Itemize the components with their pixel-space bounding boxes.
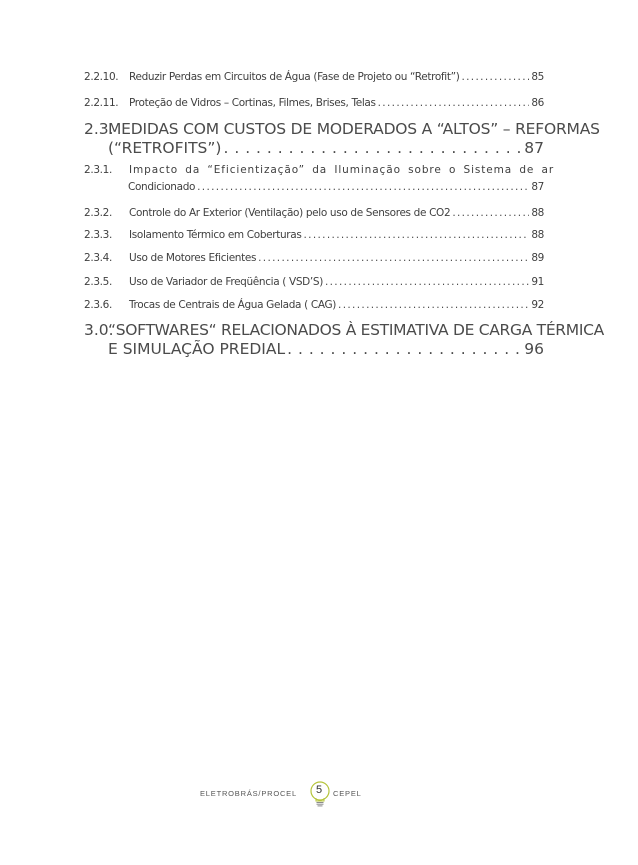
entry-number: 2.3.4.: [84, 252, 112, 264]
toc-entry-2-3-4[interactable]: [84, 251, 544, 265]
entry-number: 2.3.: [84, 120, 114, 138]
entry-title: Uso de Variador de Freqüência ( VSD’S): [129, 276, 323, 288]
entry-page: 88: [531, 229, 544, 241]
toc-entry-2-3-6[interactable]: [84, 298, 544, 312]
toc-entry-2-3-5[interactable]: [84, 275, 544, 289]
entry-number: 2.3.6.: [84, 299, 112, 311]
dot-leader: [338, 298, 529, 312]
dot-leader: [452, 206, 529, 220]
entry-title: Trocas de Centrais de Água Gelada ( CAG): [129, 299, 337, 311]
entry-title-line2: (“RETROFITS”): [108, 139, 222, 157]
dot-leader: [258, 251, 529, 265]
dot-leader: [287, 340, 522, 359]
dot-leader: [325, 275, 529, 289]
footer-organization: CEPEL: [333, 789, 362, 798]
entry-number: 2.3.2.: [84, 207, 112, 219]
entry-number: 2.3.3.: [84, 229, 112, 241]
toc-entry-3-0[interactable]: [84, 321, 604, 359]
dot-leader: [378, 96, 530, 110]
entry-title: Proteção de Vidros – Cortinas, Filmes, Brises, Telas: [129, 97, 376, 109]
dot-leader: [197, 180, 529, 194]
toc-entry-2-3[interactable]: [84, 120, 600, 158]
entry-title: Isolamento Térmico em Coberturas: [129, 229, 302, 241]
page-footer: [0, 781, 638, 811]
toc-entry-2-3-3[interactable]: [84, 228, 544, 242]
dot-leader: [303, 228, 529, 242]
entry-number: 2.3.5.: [84, 276, 112, 288]
entry-number: 3.0.: [84, 321, 114, 339]
entry-title-line2: E SIMULAÇÃO PREDIAL: [108, 340, 286, 358]
entry-title: Reduzir Perdas em Circuitos de Água (Fase de Projeto ou “Retrofit”): [129, 71, 460, 83]
entry-page: 85: [531, 71, 544, 83]
entry-page: 89: [531, 252, 544, 264]
entry-page: 88: [531, 207, 544, 219]
footer-publisher: ELETROBRÁS/PROCEL: [200, 789, 297, 798]
entry-title-line2: Condicionado: [128, 181, 196, 193]
entry-number: 2.2.11.: [84, 97, 119, 109]
toc-entry-2-3-2[interactable]: [84, 206, 544, 220]
entry-page: 91: [531, 276, 544, 288]
toc-entry-2-3-1[interactable]: [84, 163, 555, 194]
toc-entry-2-2-11[interactable]: [84, 96, 544, 110]
entry-title-line1: “SOFTWARES“ RELACIONADOS À ESTIMATIVA DE CARGA TÉRMICA: [108, 321, 604, 339]
dot-leader: [223, 139, 522, 158]
entry-title-line1: MEDIDAS COM CUSTOS DE MODERADOS A “ALTOS” – REFORMAS: [108, 120, 600, 138]
entry-page: 86: [531, 97, 544, 109]
entry-title: Uso de Motores Eficientes: [129, 252, 257, 264]
entry-page: 87: [531, 181, 544, 193]
entry-number: 2.3.1.: [84, 164, 112, 176]
toc-entry-2-2-10[interactable]: [84, 70, 544, 84]
entry-page: 92: [531, 299, 544, 311]
entry-page: 87: [524, 139, 544, 157]
entry-number: 2.2.10.: [84, 71, 119, 83]
dot-leader: [461, 70, 529, 84]
entry-title: Controle do Ar Exterior (Ventilação) pelo uso de Sensores de CO2: [129, 207, 451, 219]
entry-page: 96: [524, 340, 544, 358]
entry-title-line1: Impacto da “Eficientização” da Iluminação sobre o Sistema de ar: [129, 164, 555, 176]
page-number: 5: [315, 784, 323, 796]
